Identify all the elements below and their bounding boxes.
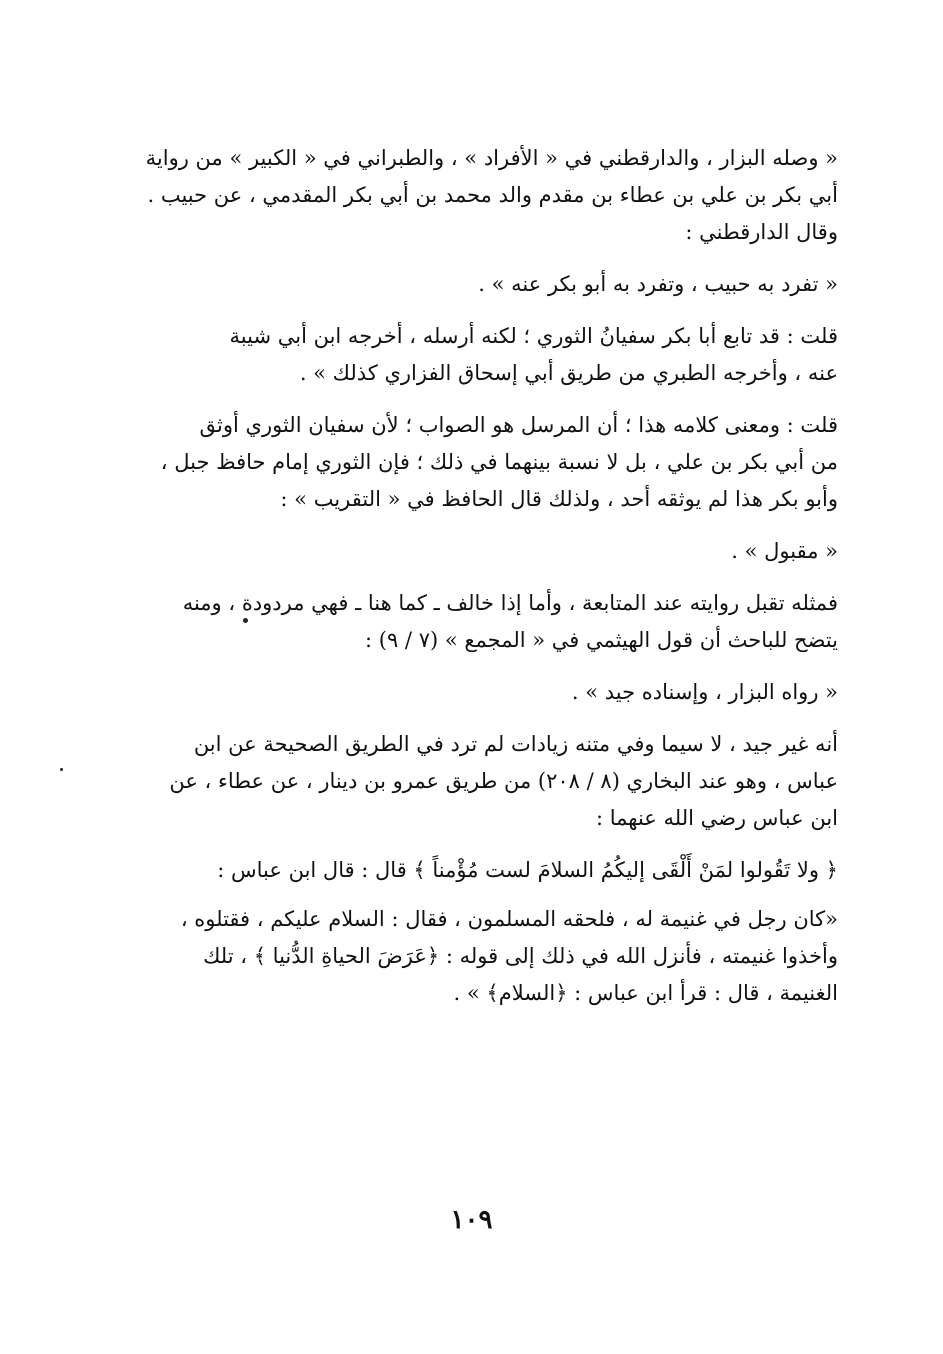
- scan-speck: [243, 618, 248, 623]
- text-line: عنه ، وأخرجه الطبري من طريق أبي إسحاق الفزاري كذلك » .: [299, 361, 838, 385]
- main-text: [110, 140, 838, 1027]
- text-line: ﴿ ولا تَقُولوا لمَنْ أَلْقَى إليكُمُ السلامَ لست مُؤْمناً ﴾ قال : قال ابن عباس :: [217, 858, 838, 882]
- text-line: عباس ، وهو عند البخاري (٨ / ٢٠٨) من طريق عمرو بن دينار ، عن عطاء ، عن: [169, 769, 838, 793]
- text-line: أبي بكر بن علي بن عطاء بن مقدم والد محمد بن أبي بكر المقدمي ، عن حبيب .: [147, 183, 838, 207]
- text-line: « تفرد به حبيب ، وتفرد به أبو بكر عنه » .: [478, 272, 838, 296]
- scan-speck: [60, 768, 63, 771]
- text-line: من أبي بكر بن علي ، بل لا نسبة بينهما في ذلك ؛ فإن الثوري إمام حافظ جبل ،: [160, 450, 838, 474]
- text-line: وأخذوا غنيمته ، فأنزل الله في ذلك إلى قوله : ﴿عَرَضَ الحياةِ الدُّنيا ﴾ ، تلك: [203, 944, 838, 968]
- paragraph-6: [110, 585, 838, 659]
- text-line: فمثله تقبل روايته عند المتابعة ، وأما إذا خالف ـ كما هنا ـ فهي مردودة ، ومنه: [182, 591, 838, 615]
- paragraph-4: [110, 407, 838, 518]
- paragraph-10: [110, 901, 838, 1012]
- text-line: « مقبول » .: [731, 539, 838, 563]
- paragraph-3: [110, 318, 838, 392]
- text-line: قلت : قد تابع أبا بكر سفيانُ الثوري ؛ لكنه أرسله ، أخرجه ابن أبي شيبة: [229, 324, 838, 348]
- paragraph-1: [110, 140, 838, 251]
- text-line: ابن عباس رضي الله عنهما :: [595, 806, 838, 830]
- text-line: قلت : ومعنى كلامه هذا ؛ أن المرسل هو الصواب ؛ لأن سفيان الثوري أوثق: [199, 413, 838, 437]
- paragraph-2: [110, 266, 838, 303]
- paragraph-9: [110, 852, 838, 889]
- text-line: « رواه البزار ، وإسناده جيد » .: [571, 680, 838, 704]
- text-line: وقال الدارقطني :: [685, 220, 838, 244]
- text-line: «كان رجل في غنيمة له ، فلحقه المسلمون ، فقال : السلام عليكم ، فقتلوه ،: [180, 907, 838, 931]
- paragraph-5: [110, 533, 838, 570]
- text-line: « وصله البزار ، والدارقطني في « الأفراد » ، والطبراني في « الكبير » من رواية: [145, 146, 838, 170]
- page-number: ١٠٩: [450, 1205, 493, 1235]
- text-line: وأبو بكر هذا لم يوثقه أحد ، ولذلك قال الحافظ في « التقريب » :: [280, 487, 838, 511]
- text-line: الغنيمة ، قال : قرأ ابن عباس : ﴿السلام﴾ » .: [453, 981, 838, 1005]
- text-line: أنه غير جيد ، لا سيما وفي متنه زيادات لم ترد في الطريق الصحيحة عن ابن: [193, 732, 838, 756]
- text-line: يتضح للباحث أن قول الهيثمي في « المجمع » (٧ / ٩) :: [365, 628, 838, 652]
- paragraph-7: [110, 674, 838, 711]
- paragraph-8: [110, 726, 838, 837]
